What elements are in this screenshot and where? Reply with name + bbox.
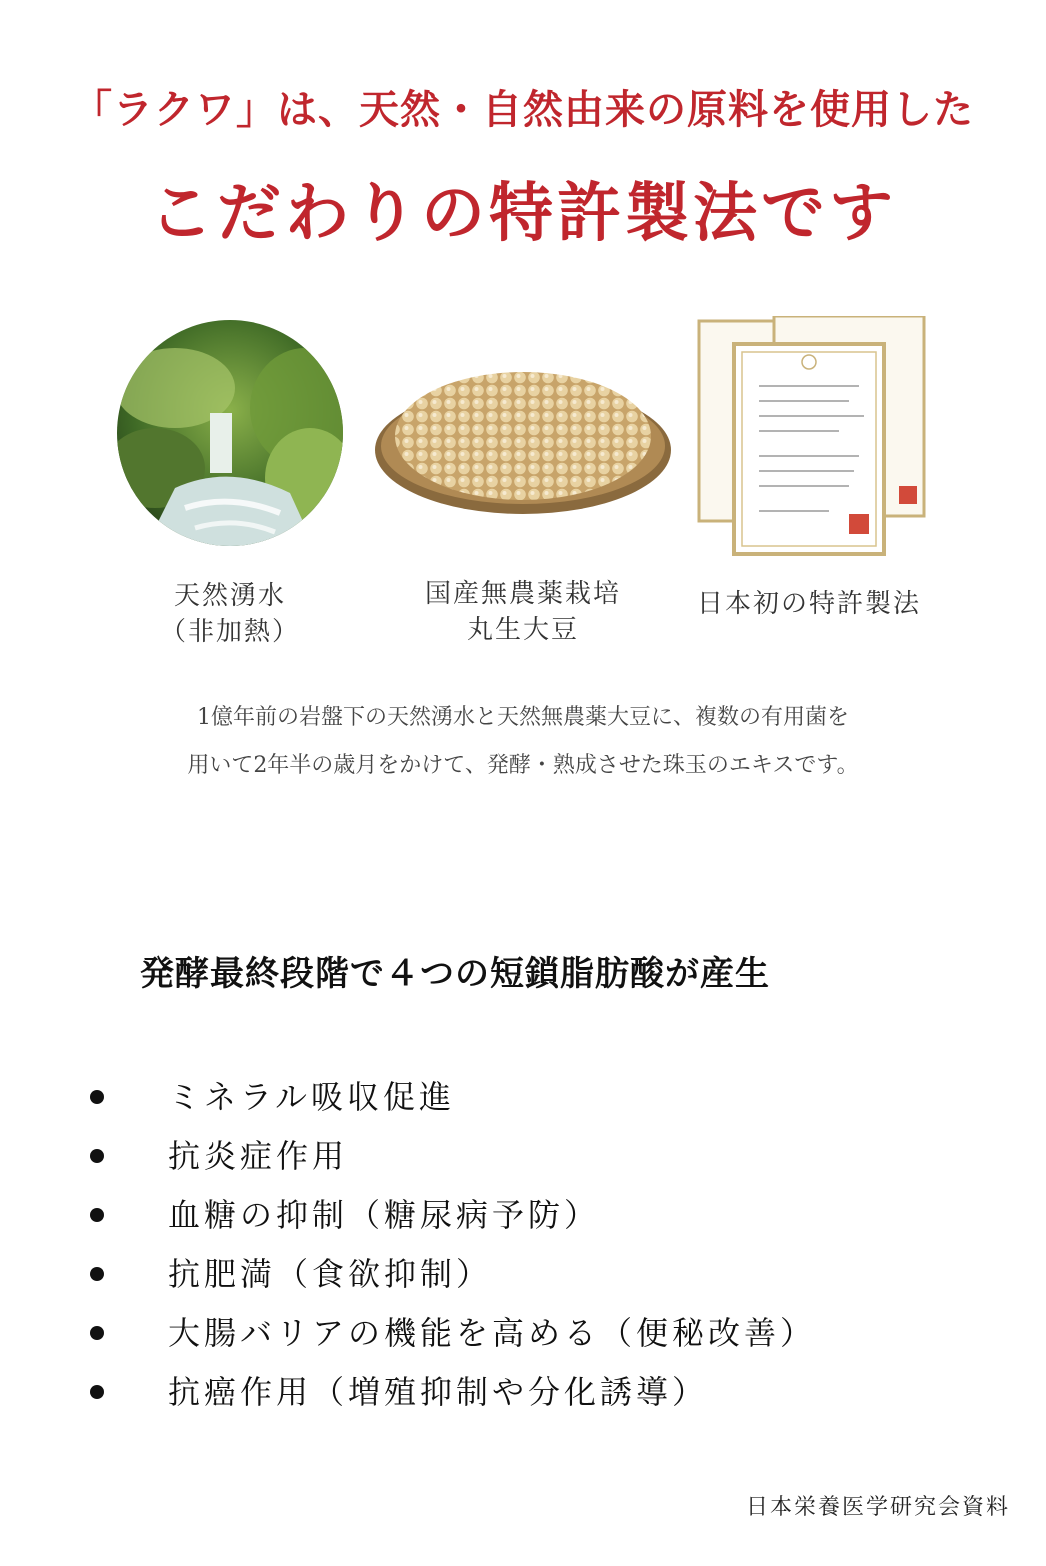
patent-certificate-image	[689, 316, 929, 556]
description	[0, 694, 1046, 790]
description-line2: 用いて2年半の歳月をかけて、発酵・熟成させた珠玉のエキスです。	[187, 753, 859, 778]
list-item: 抗癌作用（増殖抑制や分化誘導）	[90, 1363, 816, 1422]
feature-water-caption1: 天然湧水	[173, 581, 286, 611]
feature-water	[110, 318, 350, 650]
description-line1: 1億年前の岩盤下の天然湧水と天然無農薬大豆に、複数の有用菌を	[197, 705, 849, 730]
bullet-icon	[90, 1149, 104, 1163]
feature-patent	[684, 316, 934, 622]
list-item: 抗炎症作用	[90, 1127, 816, 1186]
heading-line2: こだわりの特許製法です	[149, 176, 897, 251]
list-item: 血糖の抑制（糖尿病予防）	[90, 1186, 816, 1245]
heading-line1: 「ラクワ」は、天然・自然由来の原料を使用した	[72, 86, 974, 133]
feature-soybean	[368, 358, 678, 648]
feature-water-caption2: （非加熱）	[159, 617, 300, 647]
subheading: 発酵最終段階で４つの短鎖脂肪酸が産生	[140, 954, 770, 994]
feature-soybean-caption2: 丸生大豆	[466, 615, 579, 645]
bullet-icon	[90, 1090, 104, 1104]
benefits-list	[90, 1068, 816, 1422]
list-item: ミネラル吸収促進	[90, 1068, 816, 1127]
list-item: 大腸バリアの機能を高める（便秘改善）	[90, 1304, 816, 1363]
bullet-icon	[90, 1267, 104, 1281]
feature-soybean-caption1: 国産無農薬栽培	[424, 579, 621, 609]
waterfall-image	[115, 318, 345, 548]
source-note: 日本栄養医学研究会資料	[745, 1495, 1010, 1520]
soybean-basket-image	[373, 358, 673, 518]
bullet-icon	[90, 1208, 104, 1222]
list-item: 抗肥満（食欲抑制）	[90, 1245, 816, 1304]
bullet-icon	[90, 1385, 104, 1399]
bullet-icon	[90, 1326, 104, 1340]
feature-patent-caption1: 日本初の特許製法	[696, 589, 921, 619]
